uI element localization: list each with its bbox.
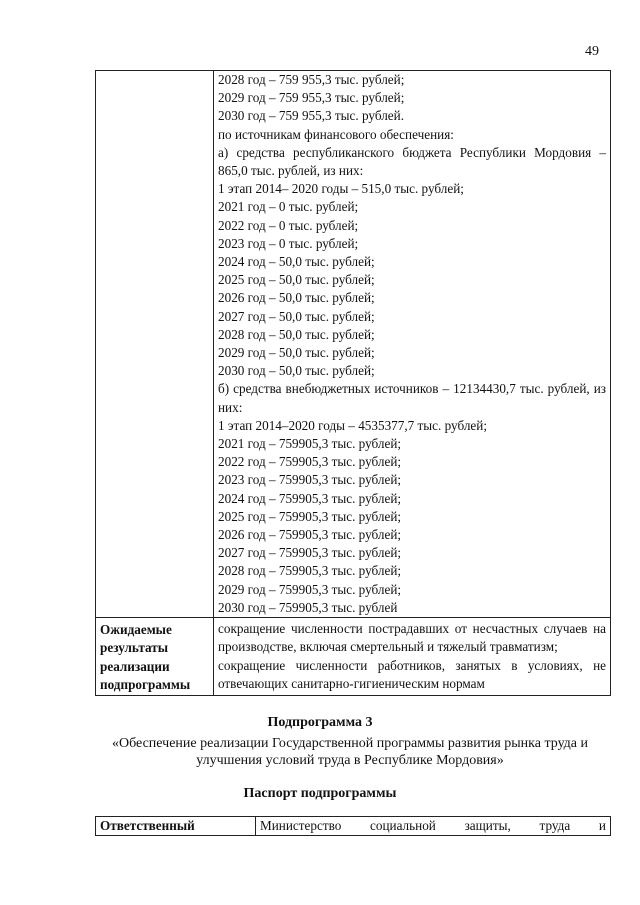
page-number: 49 <box>585 44 599 59</box>
budget-line: 2028 год – 50,0 тыс. рублей; <box>218 326 375 342</box>
extrabudget-line: 2029 год – 759905,3 тыс. рублей; <box>218 581 402 597</box>
results-paragraph: сокращение численности работников, занятых в условиях, не отвечающих санитарно-гигиеническим нормам <box>218 657 606 691</box>
funding-line: 2028 год – 759 955,3 тыс. рублей; <box>218 72 405 87</box>
funding-sources-heading: по источникам финансового обеспечения: <box>218 126 454 142</box>
budget-line: 2026 год – 50,0 тыс. рублей; <box>218 290 375 306</box>
results-value-cell <box>214 618 611 696</box>
extrabudget-line: 2030 год – 759905,3 тыс. рублей <box>218 599 398 615</box>
extrabudget-line: 2023 год – 759905,3 тыс. рублей; <box>218 472 402 488</box>
budget-line: 2025 год – 50,0 тыс. рублей; <box>218 272 375 288</box>
funding-label-cell <box>96 71 214 618</box>
funding-value-cell <box>214 71 611 618</box>
subprogram-description: «Обеспечение реализации Государственной программы развития рынка труда и улучшения условий труда в Республике Мордовия» <box>111 736 589 768</box>
extrabudget-line: 2026 год – 759905,3 тыс. рублей; <box>218 527 402 543</box>
responsible-label: Ответственный <box>96 817 256 836</box>
budget-line: 2021 год – 0 тыс. рублей; <box>218 199 359 215</box>
results-label-line: Ожидаемые <box>100 622 172 638</box>
results-label-line: подпрограммы <box>100 676 191 692</box>
budget-line: 1 этап 2014– 2020 годы – 515,0 тыс. рублей; <box>218 181 464 197</box>
responsible-word: и <box>598 818 606 833</box>
extrabudget-line: 2028 год – 759905,3 тыс. рублей; <box>218 563 402 579</box>
passport-title: Паспорт подпрограммы <box>243 786 397 801</box>
budget-line: 2027 год – 50,0 тыс. рублей; <box>218 308 375 324</box>
funding-line: 2030 год – 759 955,3 тыс. рублей. <box>218 108 404 124</box>
subprogram-passport-table <box>95 70 611 696</box>
extrabudget-line: 1 этап 2014–2020 годы – 4535377,7 тыс. рублей; <box>218 417 487 433</box>
responsible-word: труда <box>539 818 571 833</box>
results-row <box>96 618 611 696</box>
funding-line: 2029 год – 759 955,3 тыс. рублей; <box>218 90 405 106</box>
extrabudget-line: 2024 год – 759905,3 тыс. рублей; <box>218 490 402 506</box>
regional-budget-paragraph: а) средства республиканского бюджета Республики Мордовия – 865,0 тыс. рублей, из них: <box>218 144 606 179</box>
budget-line: 2023 год – 0 тыс. рублей; <box>218 235 359 251</box>
results-label-cell <box>96 618 214 696</box>
extrabudget-line: 2025 год – 759905,3 тыс. рублей; <box>218 508 402 524</box>
budget-line: 2024 год – 50,0 тыс. рублей; <box>218 254 375 270</box>
extrabudget-paragraph: б) средства внебюджетных источников – 12134430,7 тыс. рублей, из них: <box>218 381 606 415</box>
results-paragraph: сокращение численности пострадавших от несчастных случаев на производстве, включая смертельный и тяжелый травматизм; <box>218 621 606 655</box>
responsible-value <box>256 817 611 836</box>
budget-line: 2030 год – 50,0 тыс. рублей; <box>218 363 375 379</box>
extrabudget-line: 2022 год – 759905,3 тыс. рублей; <box>218 454 402 470</box>
responsible-word: защиты, <box>464 818 511 833</box>
passport-table <box>95 816 611 836</box>
extrabudget-line: 2027 год – 759905,3 тыс. рублей; <box>218 545 402 561</box>
responsible-row <box>96 817 611 836</box>
budget-line: 2022 год – 0 тыс. рублей; <box>218 217 359 233</box>
budget-line: 2029 год – 50,0 тыс. рублей; <box>218 345 375 361</box>
funding-row <box>96 71 611 618</box>
subprogram-title: Подпрограмма 3 <box>267 715 373 730</box>
results-label-line: результаты <box>100 640 169 656</box>
responsible-word: социальной <box>370 818 436 833</box>
extrabudget-line: 2021 год – 759905,3 тыс. рублей; <box>218 436 402 452</box>
results-label-line: реализации <box>100 658 170 674</box>
responsible-word: Министерство <box>260 818 342 833</box>
